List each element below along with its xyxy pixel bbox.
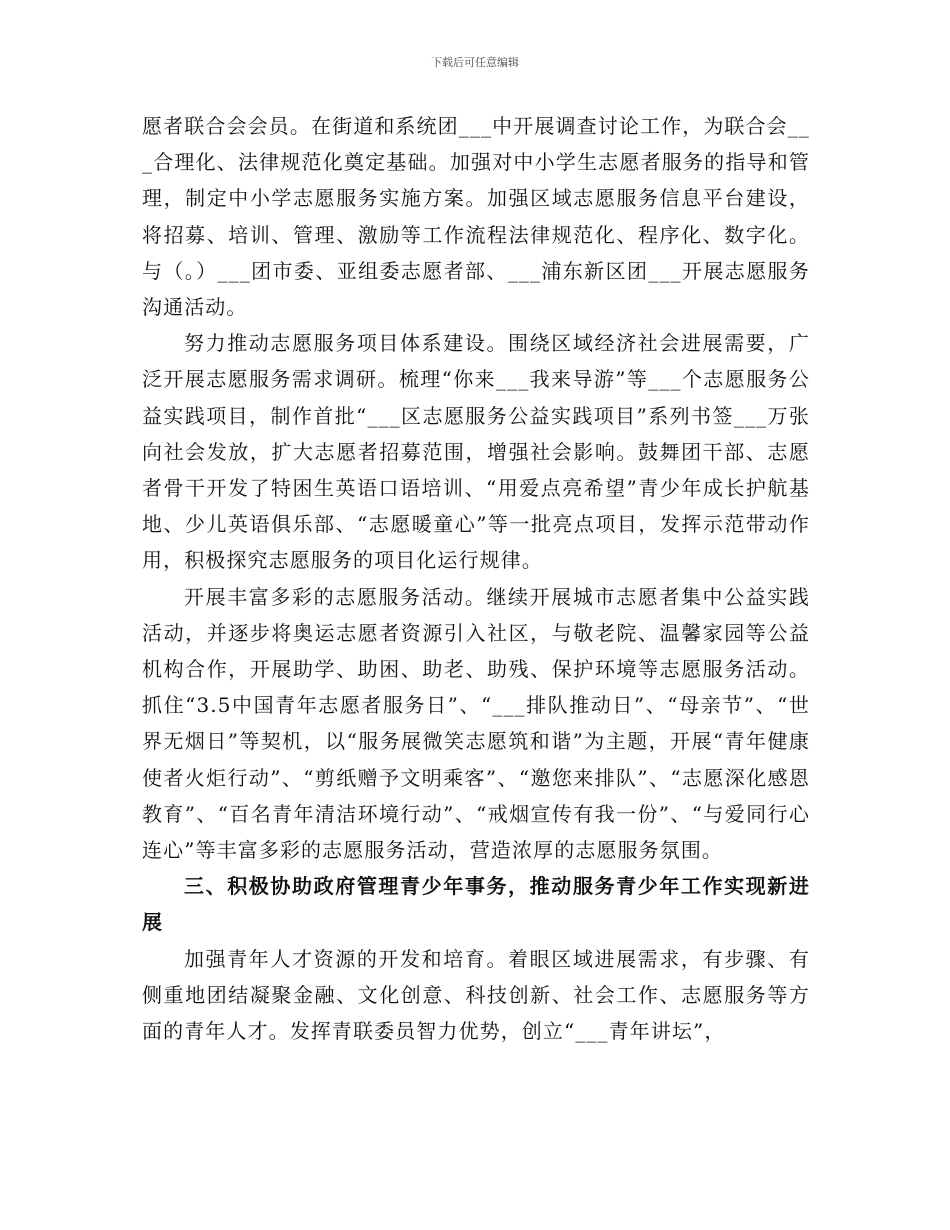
paragraph-volunteer-activities: 开展丰富多彩的志愿服务活动。继续开展城市志愿者集中公益实践活动，并逐步将奥运志愿者资源引入社区，与敬老院、温馨家园等公益机构合作，开展助学、助困、助老、助残、保护环境等志愿服务活动。抓住“3.5中国青年志愿者服务日”、“___排队推动日”、“母亲节”、“世界无烟日”等契机，以“服务展微笑志愿筑和谐”为主题，开展“青年健康使者火炬行动”、“剪纸赠予文明乘客”、“邀您来排队”、“志愿深化感恩教育”、“百名青年清洁环境行动”、“戒烟宣传有我一份”、“与爱同行心连心”等丰富多彩的志愿服务活动，营造浓厚的志愿服务氛围。 [142, 584, 810, 863]
page-header-note: 下载后可任意编辑 [431, 56, 519, 69]
paragraph-volunteer-union: 愿者联合会会员。在街道和系统团___中开展调查讨论工作，为联合会___合理化、法律规范化奠定基础。加强对中小学生志愿者服务的指导和管理，制定中小学志愿服务实施方案。加强区域志愿服务信息平台建设，将招募、培训、管理、激励等工作流程法律规范化、程序化、数字化。与（。）___团市委、亚组委志愿者部、___浦东新区团___开展志愿服务沟通活动。 [142, 114, 810, 320]
paragraph-project-system: 努力推动志愿服务项目体系建设。围绕区域经济社会进展需要，广泛开展志愿服务需求调研。梳理“你来___我来导游”等___个志愿服务公益实践项目，制作首批“___区志愿服务公益实践项目”系列书签___万张向社会发放，扩大志愿者招募范围，增强社会影响。鼓舞团干部、志愿者骨干开发了特困生英语口语培训、“用爱点亮希望”青少年成长护航基地、少儿英语俱乐部、“志愿暖童心”等一批亮点项目，发挥示范带动作用，积极探究志愿服务的项目化运行规律。 [142, 331, 810, 573]
paragraph-youth-talent: 加强青年人才资源的开发和培育。着眼区域进展需求，有步骤、有侧重地团结凝聚金融、文化创意、科技创新、社会工作、志愿服务等方面的青年人才。发挥青联委员智力优势，创立“___青年讲坛”， [142, 946, 810, 1044]
section-heading-three: 三、积极协助政府管理青少年事务，推动服务青少年工作实现新进展 [142, 874, 810, 935]
document-body [142, 108, 810, 1049]
